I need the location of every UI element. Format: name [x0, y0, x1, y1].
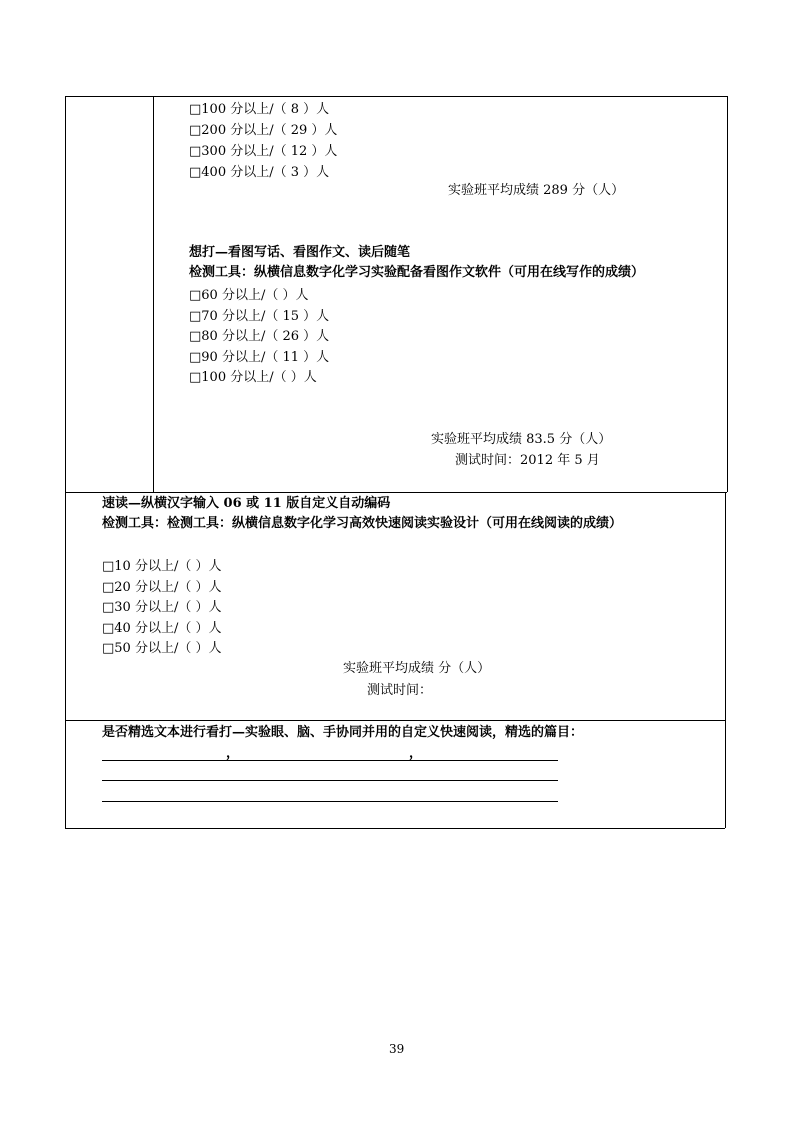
page-number: 39 — [389, 1042, 405, 1056]
section3-test-time: 测试时间： — [367, 683, 433, 698]
inner-column-border — [153, 96, 154, 492]
blank-line-3 — [102, 801, 558, 802]
section2-title: 想打—看图写话、看图作文、读后随笔 — [189, 245, 411, 260]
section2-tool: 检测工具：纵横信息数字化学习实验配备看图作文软件（可用在线写作的成绩） — [189, 265, 645, 280]
option-200: □200 分以上/（ 29 ）人 — [189, 123, 338, 138]
section4-title: 是否精选文本进行看打—实验眼、脑、手协同并用的自定义快速阅读，精选的篇目： — [102, 725, 584, 740]
section3-title: 速读—纵横汉字输入 06 或 11 版自定义自动编码 — [102, 496, 391, 511]
option-60: □60 分以上/（ ）人 — [189, 288, 309, 303]
option-90: □90 分以上/（ 11 ）人 — [189, 349, 330, 365]
separator-comma-2: ， — [409, 746, 423, 761]
table-bottom-border — [65, 828, 725, 829]
option-10: □10 分以上/（ ）人 — [102, 559, 222, 574]
section1-options — [189, 99, 337, 183]
table-right-border-lower — [725, 492, 726, 828]
section3-tool: 检测工具：检测工具：纵横信息数字化学习高效快速阅读实验设计（可用在线阅读的成绩） — [102, 516, 623, 531]
section3-average-score: 实验班平均成绩 分（人） — [343, 661, 491, 676]
section2-options — [189, 286, 329, 389]
section2-average-score: 实验班平均成绩 83.5 分（人） — [431, 432, 612, 447]
option-80: □80 分以上/（ 26 ）人 — [189, 329, 330, 344]
row-divider-1 — [65, 492, 727, 493]
option-100: □100 分以上/（ 8 ）人 — [189, 102, 330, 117]
table-left-border-upper — [65, 96, 66, 492]
option-400: □400 分以上/（ 3 ）人 — [189, 165, 330, 180]
option-40: □40 分以上/（ ）人 — [102, 620, 222, 636]
section2-test-time: 测试时间：2012 年 5 月 — [455, 453, 600, 468]
table-top-border — [65, 96, 727, 97]
separator-comma-1: ， — [226, 746, 240, 761]
blank-line-2 — [102, 780, 558, 781]
row-divider-2 — [65, 720, 725, 721]
option-100b: □100 分以上/（ ）人 — [189, 370, 317, 385]
section3-options — [102, 557, 221, 660]
table-right-border-upper — [727, 96, 728, 492]
option-30: □30 分以上/（ ）人 — [102, 600, 222, 615]
option-300: □300 分以上/（ 12 ）人 — [189, 144, 338, 159]
option-20: □20 分以上/（ ）人 — [102, 579, 222, 595]
table-left-border-lower — [65, 492, 66, 828]
option-50: □50 分以上/（ ）人 — [102, 641, 222, 656]
option-70: □70 分以上/（ 15 ）人 — [189, 308, 330, 324]
section1-average-score: 实验班平均成绩 289 分（人） — [448, 183, 625, 198]
blank-line-1 — [102, 760, 558, 761]
